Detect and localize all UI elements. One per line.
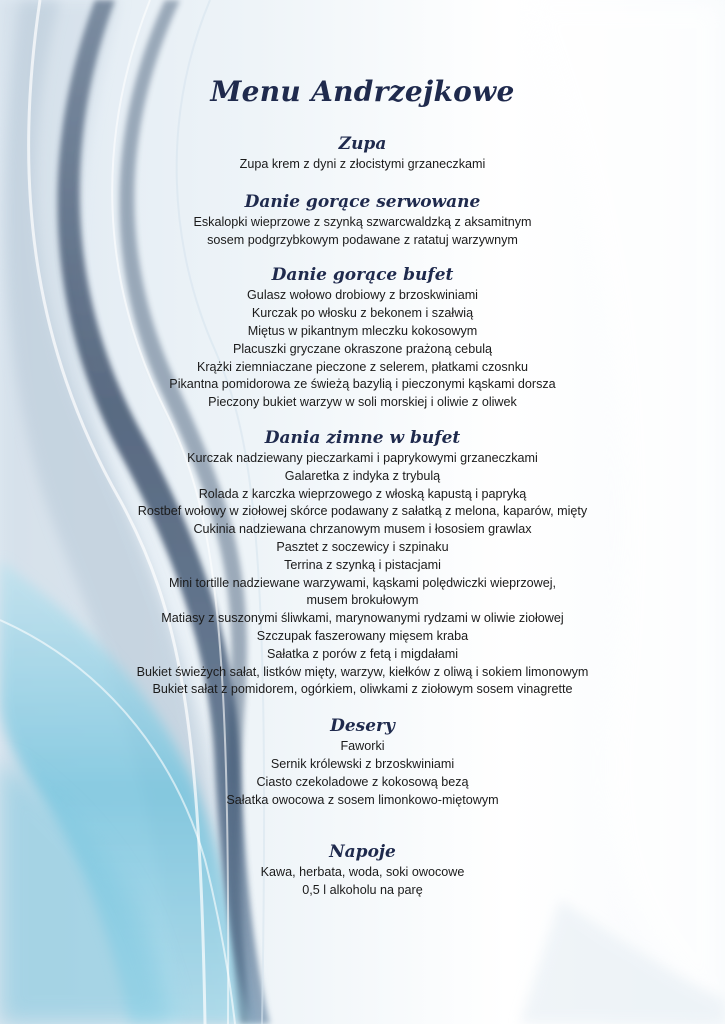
section-zupa [0, 132, 725, 174]
menu-item: Pasztet z soczewicy i szpinaku [276, 539, 449, 554]
menu-item: Kawa, herbata, woda, soki owocowe [260, 865, 465, 880]
menu-item: Szczupak faszerowany mięsem kraba [256, 628, 469, 643]
section-title: Zupa [338, 134, 387, 154]
menu-item: Krążki ziemniaczane pieczone z selerem, płatkami czosnku [196, 359, 529, 374]
menu-title: Menu Andrzejkowe [210, 75, 515, 108]
section-napoje [0, 840, 725, 900]
menu-item: Matiasy z suszonymi śliwkami, marynowanymi rydzami w oliwie ziołowej [161, 611, 564, 626]
section-title: Desery [330, 716, 395, 737]
menu-item: Kurczak po włosku z bekonem i szałwią [251, 306, 474, 321]
menu-item: Pieczony bukiet warzyw w soli morskiej i oliwie z oliwek [208, 395, 517, 410]
menu-item: Rostbef wołowy w ziołowej skórce podawany z sałatką z melona, kaparów, mięty [137, 504, 588, 519]
menu-item: Placuszki gryczane okraszone prażoną cebulą [232, 341, 492, 356]
menu-item: Miętus w pikantnym mleczku kokosowym [247, 323, 478, 338]
menu-item: Sałatka owocowa z sosem limonkowo-miętowym [226, 792, 499, 807]
menu-item: Sernik królewski z brzoskwiniami [270, 756, 455, 771]
menu-item: Gulasz wołowo drobiowy z brzoskwiniami [247, 288, 478, 303]
menu-item: Galaretka z indyka z trybulą [284, 468, 441, 483]
section-title: Danie gorące serwowane [244, 191, 481, 212]
section-danie-serwowane [0, 190, 725, 250]
menu-item: Mini tortille nadziewane warzywami, kąskami polędwiczki wieprzowej, [168, 575, 557, 590]
menu-item: Zupa krem z dyni z złocistymi grzaneczkami [239, 157, 486, 171]
menu-item: musem brokułowym [306, 593, 419, 608]
menu-item: Bukiet świeżych sałat, listków mięty, warzyw, kiełków z oliwą i sokiem limonowym [136, 664, 589, 679]
menu-item: Kurczak nadziewany pieczarkami i paprykowymi grzaneczkami [187, 450, 538, 465]
section-danie-bufet [0, 263, 725, 412]
menu-item: Sałatka z porów z fetą i migdałami [266, 646, 459, 661]
menu-item: Ciasto czekoladowe z kokosową bezą [256, 774, 469, 789]
menu-item: Faworki [340, 739, 385, 754]
menu-item: 0,5 l alkoholu na parę [302, 883, 423, 898]
menu-item: Terrina z szynką i pistacjami [284, 557, 441, 572]
menu-item: Bukiet sałat z pomidorem, ogórkiem, oliwkami z ziołowym sosem vinagrette [152, 682, 573, 697]
menu-item: Rolada z karczka wieprzowego z włoską kapustą i papryką [198, 486, 527, 501]
section-title: Danie gorące bufet [271, 265, 454, 286]
menu-item: Eskalopki wieprzowe z szynką szwarcwaldzką z aksamitnym [193, 214, 532, 229]
menu-item: sosem podgrzybkowym podawane z ratatuj warzywnym [207, 232, 518, 247]
menu-item: Cukinia nadziewana chrzanowym musem i łososiem grawlax [193, 522, 532, 537]
menu-content [0, 72, 725, 900]
section-title: Napoje [329, 842, 396, 863]
section-title: Dania zimne w bufet [264, 427, 461, 448]
menu-item: Pikantna pomidorowa ze świeżą bazylią i pieczonymi kąskami dorsza [169, 377, 556, 392]
section-dania-zimne [0, 426, 725, 699]
section-desery [0, 714, 725, 809]
